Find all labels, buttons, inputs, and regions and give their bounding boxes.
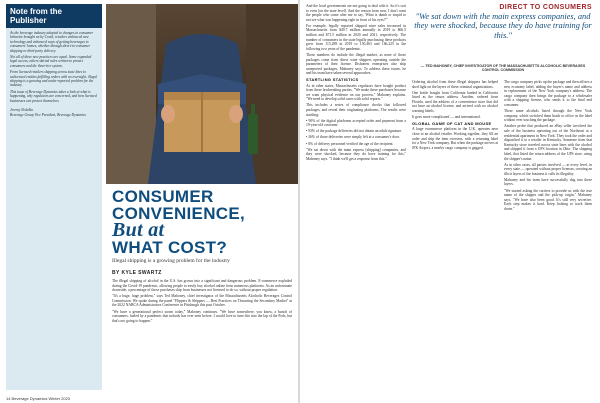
body-paragraph: As in other states, Massachusetts regulators have bought product from these lawbreaking parties. "We make these purchases because we want physical evidence on our process," Mahoney explains. "We need to develop solid cases with solid reports." — [306, 83, 406, 102]
body-paragraph: It goes more complicated — and international. — [412, 115, 481, 120]
body-paragraph: These same alcohols listed through the New York company, which switched them batch to office as the label without ever touching the package. — [504, 109, 592, 123]
article-headline — [112, 188, 292, 256]
headline-line-2: CONVENIENCE, — [112, 204, 246, 223]
body-paragraph: The illegal shipping of alcohol in the U.S. has grown into a significant and dangerous problem. E-commerce exploded during the Covid-19 pandemic, allowing people to easily buy alcohol online from numerous platforms. As an unfortunate downside, a percentage of those purchases ship from businesses not licensed to do so, without proper regulation. — [112, 279, 292, 293]
section-tag: DIRECT TO CONSUMERS — [499, 4, 592, 11]
body-paragraph: One bottle bought from California landed in California listed as the return address. Another, ordered from Florida, used the address of a convenience store that did not have an alcohol license, and arrived with no alcohol warning labels. — [412, 90, 498, 114]
delivery-photo — [106, 4, 298, 184]
headline-line-1: CONSUMER — [112, 187, 214, 206]
headline-line-3: WHAT COST? — [112, 238, 228, 257]
body-paragraph: And the local governments are not going to deal with it. So it's sort to even [on the state level]. And the reason from now, I don't want the people who come after me to say, 'What is dumb or stupid to not see what was happening right in front of his eyes?'" — [306, 4, 406, 22]
body-paragraph: "We sat down with the main express [shipping] companies, and they were shocked, because they do have training for this," Mahoney says. "I think we'll get a response from this." — [306, 147, 406, 161]
note-paragraph: As the beverage industry adapted to changes in consumer behavior brought on by Covid, retailers embraced new technology and enhanced ways of getting beverages to consumers' homes, whether through direct-to-consumer shipping or third-party delivery. — [10, 31, 94, 53]
publisher-note-title: Note from the Publisher — [6, 4, 102, 28]
stat-bullet: • 26% of those deliveries were simply left at a consumer's door. — [306, 135, 400, 140]
note-paragraph: This issue of Beverage Dynamics takes a look at what is happening, why regulators are concerned, and how licensed businesses can protect themselves. — [10, 89, 97, 103]
subhead-global-game: GLOBAL GAME OF CAT AND MOUSE — [412, 120, 492, 126]
body-paragraph: "We have a generational perfect storm today," Mahoney continues. "We have somewhere, you know, a bunch of consumers, fueled by a pandemic that nobody has ever seen before. I would love to tune this into the lap of the Feds, but that's not going to happen." — [112, 309, 292, 323]
signature-title: Beverage Group Vice President, Beverage Dynamics — [10, 112, 86, 117]
body-paragraph: "It's a huge, huge problem," says Ted Mahoney, chief investigator of the Massachusetts Alcoholic Beverages Control Commission. We spoke during the panel "Flippers & Shippers — Best Practices on Thwarting the Secondary Market" at the 2022 NABCA Administrators Conference in Pittsburgh this past October. — [112, 294, 292, 308]
body-paragraph: Mahoney and his team have successfully dug into these layers. — [504, 177, 592, 187]
publisher-note-sidebar — [6, 4, 102, 390]
note-paragraph: Not all of these new practices are equal. Some expanded legal access; others skirted rules written to protect consumers and the three-tier system. — [10, 55, 92, 68]
note-paragraph: From licensed retailers shipping across state lines to unlicensed entities fulfilling orders with no oversight, illegal shipping is a growing and under-reported problem for the industry. — [10, 70, 97, 88]
photo-illustration — [106, 4, 298, 184]
stat-bullet: • 90% of the digital platforms accepted order and payment from a 19-year-old customer. — [306, 118, 406, 128]
body-paragraph: "We started asking the carriers to provide us with the true name of the shipper and the pick-up origin," Mahoney says. "We have also been good. It's still very secretive. Each step makes it hard. Keep looking to track them down." — [504, 188, 592, 211]
article-column-3 — [504, 80, 592, 389]
pull-quote-credit: — TED MAHONEY, CHIEF INVESTIGATOR OF THE MASSACHUSETTS ALCOHOLIC BEVERAGES CONTROL COMMISSION — [420, 64, 586, 73]
body-paragraph: Another probe that produced an eBay seller involved the sale of the business operating out of the Northeast at a residential apartment in New York. They took the order and dispatched it to a retailer in Kentucky. Someone from that Kentucky store traveled across state lines with the alcohol and shipped it from a UPS location in Ohio. The shipping label, that listed the return address of the UPS store, using the shipper's name. — [504, 124, 592, 161]
body-paragraph: As in other cases, all parties involved — at every level, in every state — operated without proper licenses, creating an illicit layers of the business it calls its illegality. — [504, 162, 592, 176]
right-page — [300, 0, 600, 403]
body-paragraph: Ordering alcohol from these illegal shippers has helped shed light on the layers of these criminal organizations. — [412, 80, 498, 89]
signature-name: Jeremy Nedelka — [10, 108, 33, 113]
article-body-left — [112, 279, 292, 325]
body-paragraph: A large ecommerce platform in the U.K. operates near close to an alcohol retailer. Working together, they fill an order and ship the item overseas, with a returning label for a New York company. But when the package arrives at JFK Airport, a nearby cargo company is gagged. — [412, 127, 498, 150]
subhead-startling-statistics: STARTLING STATISTICS — [306, 76, 359, 82]
body-paragraph: This includes a series of compliance checks that followed packages, and reveal their originating platforms. The results were startling: — [306, 103, 406, 117]
page-footer: 14 Beverage Dynamics Winter 2023 — [6, 396, 71, 401]
stat-bullet: • 93% of the package deliveries did not obtain an adult signature. — [306, 129, 403, 134]
stat-bullet: • 8% of delivery personnel verified the age of the recipient. — [306, 141, 394, 146]
body-paragraph: For example, legally reported shipped wine sales increased in Massachusetts from $49.7 million annually in 2019 to $66.5 million and $71.5 million in 2020 and 2021, respectively. The number of consumers in the state legally purchasing these products grew from 115,289 in 2019 to 150,463 and 166,225 in the following two years of the pandemic. — [306, 23, 406, 51]
article-column-2 — [412, 80, 498, 389]
article-column-1 — [306, 4, 406, 389]
publisher-note-body — [6, 28, 102, 108]
body-paragraph: The cargo company picks up the package and then affixes a new economy label, adding the buyer's name and address in replacement of the New York company's address. The cargo company then brings the package to a wholesaler with a shipping license, who sends it to the final end consumer. — [504, 80, 592, 107]
pull-quote: "We sat down with the main express companies, and they were shocked, because they do have training for this." — [414, 12, 592, 40]
body-paragraph: Those numbers do include the illegal market, as none of those packages come from direct wine shippers operating outside the parameters of their license. Dishonest enterprises also ship unreported packages, Mahoney says. To address these issues, he and his team have taken several approaches. — [306, 52, 406, 76]
left-page — [0, 0, 298, 403]
article-byline: BY KYLE SWARTZ — [112, 270, 162, 276]
headline-script: But at — [112, 219, 165, 241]
article-deck: Illegal shipping is a growing problem for the industry — [112, 258, 230, 264]
publisher-signature — [6, 108, 102, 117]
